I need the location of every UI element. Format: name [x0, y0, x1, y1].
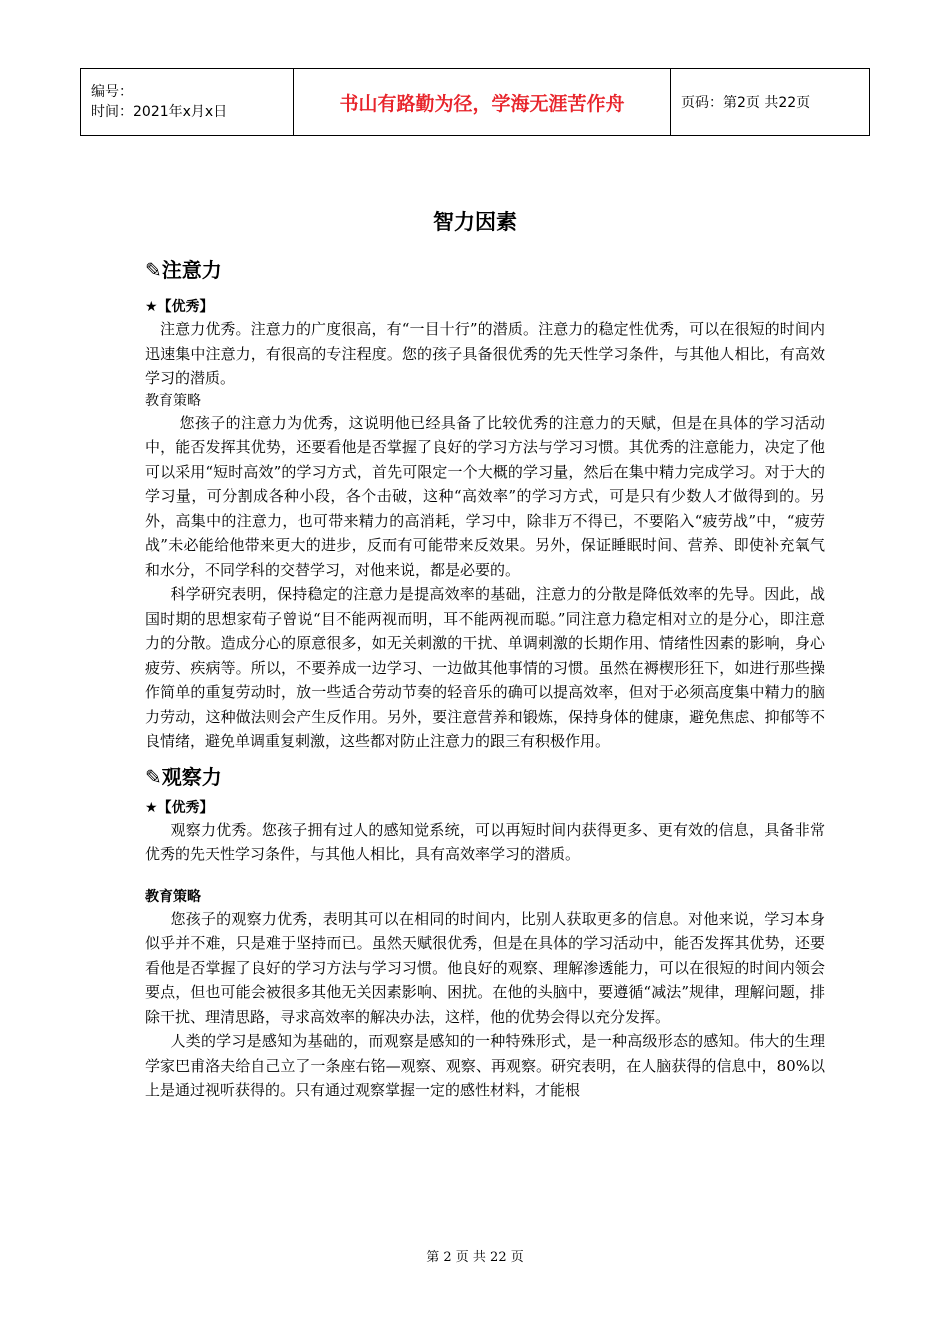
rating-observation: ★【优秀】 — [145, 799, 214, 816]
header-date: 时间：2021年x月x日 — [91, 104, 228, 120]
strategy-paragraph-1: 您孩子的注意力为优秀，这说明他已经具备了比较优秀的注意力的天赋，但是在具体的学习活动中，能否发挥其优势，还要看他是否掌握了良好的学习方法与学习习惯。其优秀的注意能力，决定了他可以采用“短时高效”的学习方式，首先可限定一个大概的学习量，然后在集中精力完成学习。对于大的学习量，可分割成各种小段，各个击破，这种“高效率”的学习方式，可是只有少数人才做得到的。另外，高集中的注意力，也可带来精力的高消耗，学习中，除非万不得已，不要陷入“疲劳战”中，“疲劳战”未必能给他带来更大的进步，反而有可能带来反效果。另外，保证睡眠时间、营养、即使补充氧气和水分，不同学科的交替学习，对他来说，都是必要的。 — [145, 413, 825, 579]
header-code: 编号： — [91, 84, 133, 100]
document-title: 智力因素 — [433, 210, 517, 234]
document-body — [145, 255, 825, 1103]
strategy-paragraph-4: 人类的学习是感知为基础的，而观察是感知的一种特殊形式，是一种高级形态的感知。伟大的生理学家巴甫洛夫给自己立了一条座右铭—观察、观察、再观察。研究表明，在人脑获得的信息中，80%以上是通过视听获得的。只有通过观察掌握一定的感性材料，才能根 — [145, 1032, 825, 1099]
section-heading-attention: ✎注意力 — [145, 258, 222, 282]
strategy-label-attention: 教育策略 — [145, 392, 201, 409]
section-heading-observation: ✎观察力 — [145, 764, 222, 789]
description-observation: 观察力优秀。您孩子拥有过人的感知觉系统，可以再短时间内获得更多、更有效的信息，具备非常优秀的先天性学习条件，与其他人相比，具有高效率学习的潜质。 — [145, 820, 825, 863]
strategy-paragraph-2: 科学研究表明，保持稳定的注意力是提高效率的基础，注意力的分散是降低效率的先导。因此，战国时期的思想家荀子曾说“目不能两视而明，耳不能两视而聪。”同注意力稳定相对立的是分心，即注意力的分散。造成分心的原意很多，如无关刺激的干扰、单调刺激的长期作用、情绪性因素的影响，身心疲劳、疾病等。所以，不要养成一边学习、一边做其他事情的习惯。虽然在褥楔形狂下，如进行那些操作简单的重复劳动时，放一些适合劳动节奏的轻音乐的确可以提高效率，但对于必须高度集中精力的脑力劳动，这种做法则会产生反作用。另外，要注意营养和锻炼，保持身体的健康，避免焦虑、抑郁等不良情绪，避免单调重复刺激，这些都对防止注意力的跟三有积极作用。 — [145, 585, 825, 750]
rating-attention: ★【优秀】 — [145, 299, 214, 315]
header-page-info: 页码：第2页 共22页 — [671, 69, 870, 136]
header-motto: 书山有路勤为径，学海无涯苦作舟 — [294, 69, 671, 136]
header-meta-cell — [81, 69, 294, 136]
page-header — [80, 68, 870, 136]
strategy-paragraph-3: 您孩子的观察力优秀，表明其可以在相同的时间内，比别人获取更多的信息。对他来说，学习本身似乎并不难，只是难于坚持而已。虽然天赋很优秀，但是在具体的学习活动中，能否发挥其优势，还要看他是否掌握了良好的学习方法与学习习惯。他良好的观察、理解渗透能力，可以在很短的时间内领会要点，但也可能会被很多其他无关因素影响、困扰。在他的头脑中，要遵循“减法”规律，理解问题，排除干扰、理清思路，寻求高效率的解决办法，这样，他的优势会得以充分发挥。 — [145, 909, 825, 1026]
page-footer: 第 2 页 共 22 页 — [426, 1250, 524, 1265]
strategy-label-observation: 教育策略 — [145, 888, 201, 905]
description-attention: 注意力优秀。注意力的广度很高，有“一目十行”的潜质。注意力的稳定性优秀，可以在很短的时间内迅速集中注意力，有很高的专注程度。您的孩子具备很优秀的先天性学习条件，与其他人相比，有高效学习的潜质。 — [145, 320, 825, 387]
